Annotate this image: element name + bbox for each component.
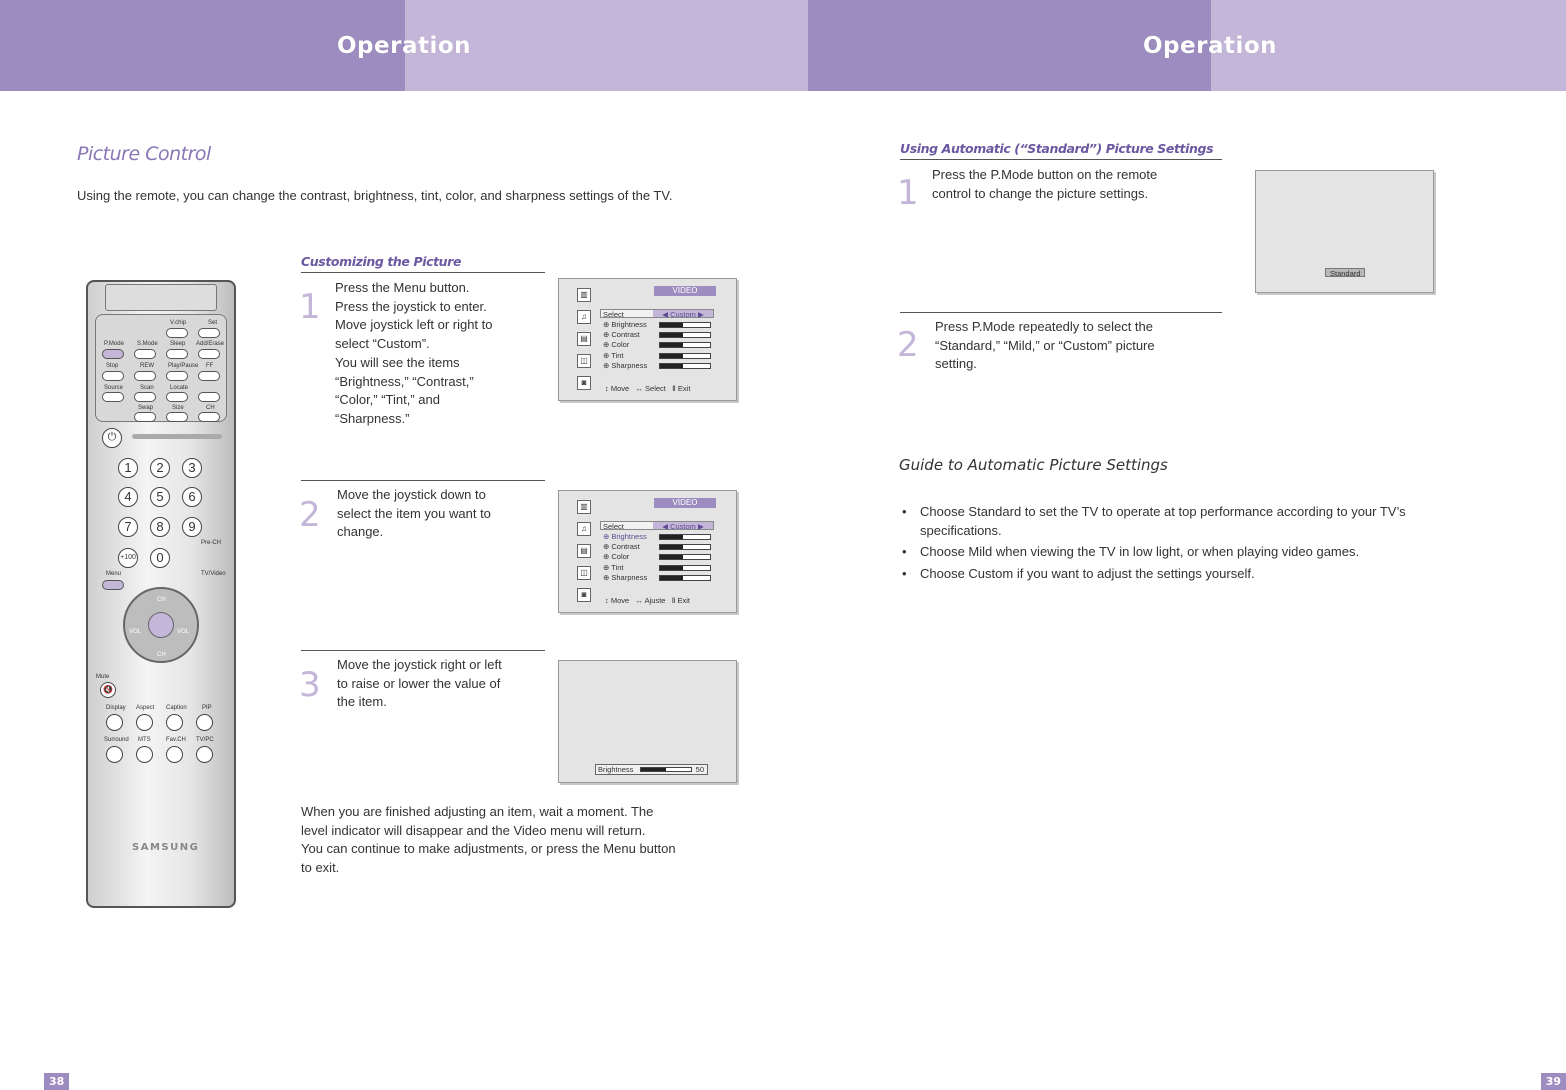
step-number: 2 (299, 495, 321, 535)
page-number-right: 39 (1541, 1073, 1566, 1090)
mute-icon: 🔇 (100, 682, 116, 698)
step-number: 2 (897, 325, 919, 365)
guide-title: Guide to Automatic Picture Settings (899, 456, 1168, 474)
list-item: ⊕ Contrast (603, 330, 713, 340)
power-icon: ⏻ (102, 428, 122, 448)
stop-button (102, 371, 124, 381)
step-text: Press P.Mode repeatedly to select the “Standard,” “Mild,” or “Custom” picture setting. (935, 319, 1155, 372)
video-title: VIDEO (654, 286, 716, 296)
brightness-value: 50 (695, 765, 704, 774)
divider (900, 159, 1222, 160)
list-item: ⊕ Brightness (603, 320, 713, 330)
channel-icon: ▤ (577, 332, 591, 346)
digit-button: 2 (150, 458, 170, 478)
list-item: ⊕ Tint (603, 351, 713, 361)
select-row: Select ◀ Custom ▶ (600, 309, 714, 318)
osd-video-menu-1 (558, 278, 737, 401)
menu-icons (577, 288, 593, 398)
locate-button (166, 392, 188, 402)
digit-button: 7 (118, 517, 138, 537)
step-text: Move the joystick right or left to raise or lower the value of the item. (337, 657, 502, 710)
scan-button (134, 392, 156, 402)
picture-icon: ▥ (577, 500, 591, 514)
display-button (106, 714, 123, 731)
ch-down-button (198, 412, 220, 422)
remote-slot (132, 434, 222, 439)
setup-icon: ◙ (577, 588, 591, 602)
samsung-logo: SAMSUNG (132, 842, 200, 853)
smode-button (134, 349, 156, 359)
sleep-button (166, 349, 188, 359)
mts-button (136, 746, 153, 763)
list-item-highlighted: ⊕ Brightness (603, 532, 713, 542)
channel-icon: ▤ (577, 544, 591, 558)
remote-control-illustration: V.chip Set P.Mode S.Mode Sleep Add/Erase Stop REW Play/Pause FF Source Scan Locate Swap Size CH ⏻ 1 2 3 4 5 6 7 8 9 +100 0 Pre-CH Menu TV/Video VOL VOL CH CH Mute 🔇 Display Aspect Caption PIP Surround MTS Fav.CH TV/PC SAMSUNG (86, 280, 236, 908)
digit-button: 6 (182, 487, 202, 507)
surround-button (106, 746, 123, 763)
digit-button: 9 (182, 517, 202, 537)
rew-button (134, 371, 156, 381)
step-number: 1 (299, 287, 321, 327)
list-item: ⊕ Tint (603, 563, 713, 573)
digit-button: 4 (118, 487, 138, 507)
section-title: Picture Control (77, 143, 211, 165)
digit-button: 8 (150, 517, 170, 537)
add-erase-button (198, 349, 220, 359)
remote-window (105, 284, 217, 311)
closing-text: When you are finished adjusting an item, wait a moment. The level indicator will disappear and the Video menu will return. You can continue to make adjustments, or press the Menu button to exit. (301, 804, 676, 876)
list-item: ⊕ Sharpness (603, 361, 713, 371)
osd-brightness-screen (558, 660, 737, 783)
bullet-item: • Choose Custom if you want to adjust the settings yourself. (902, 566, 1255, 581)
size-button (166, 412, 188, 422)
digit-button: 0 (150, 548, 170, 568)
set-button (198, 328, 220, 338)
menu-button (102, 580, 124, 590)
osd-video-menu-2 (558, 490, 737, 613)
digit-button: +100 (118, 548, 138, 568)
divider (301, 272, 545, 273)
divider (900, 312, 1222, 313)
ch-up-button (198, 392, 220, 402)
osd-footer: ↕ Move ↔ Select Ⅱ Exit (605, 384, 691, 393)
tvpc-button (196, 746, 213, 763)
bullet-item: • Choose Mild when viewing the TV in low light, or when playing video games. (902, 544, 1360, 559)
video-title: VIDEO (654, 498, 716, 508)
digit-button: 3 (182, 458, 202, 478)
intro-text: Using the remote, you can change the contrast, brightness, tint, color, and sharpness settings of the TV. (77, 188, 673, 203)
divider (301, 480, 545, 481)
joystick-enter-icon (148, 612, 174, 638)
pmode-button (102, 349, 124, 359)
step-text: Press the P.Mode button on the remote control to change the picture settings. (932, 167, 1158, 201)
divider (301, 650, 545, 651)
list-item: ⊕ Sharpness (603, 573, 713, 583)
page-title-left: Operation (337, 33, 472, 59)
page-title-right: Operation (1143, 33, 1278, 59)
bullet-item: • Choose Standard to set the TV to operate at top performance according to your TV’s specifications. (902, 504, 1406, 538)
favch-button (166, 746, 183, 763)
step-number: 3 (299, 665, 321, 705)
automatic-settings-subtitle: Using Automatic (“Standard”) Picture Settings (900, 141, 1214, 156)
pip-icon: ◫ (577, 566, 591, 580)
pip-icon: ◫ (577, 354, 591, 368)
digit-button: 5 (150, 487, 170, 507)
select-row: Select ◀ Custom ▶ (600, 521, 714, 530)
aspect-button (136, 714, 153, 731)
play-pause-button (166, 371, 188, 381)
joystick-ring: VOL VOL CH CH (123, 587, 199, 663)
list-item: ⊕ Color (603, 552, 713, 562)
source-button (102, 392, 124, 402)
menu-icons (577, 500, 593, 610)
setup-icon: ◙ (577, 376, 591, 390)
picture-icon: ▥ (577, 288, 591, 302)
osd-footer: ↕ Move ↔ Ajuste Ⅱ Exit (605, 596, 691, 605)
digit-button: 1 (118, 458, 138, 478)
page-number-left: 38 (44, 1073, 69, 1090)
sound-icon: ♫ (577, 522, 591, 536)
swap-button (134, 412, 156, 422)
caption-button (166, 714, 183, 731)
list-item: ⊕ Color (603, 340, 713, 350)
list-item: ⊕ Contrast (603, 542, 713, 552)
tv-screen-standard (1255, 170, 1434, 293)
brightness-label: Brightness (598, 765, 634, 774)
step-text: Press the Menu button. Press the joystick to enter. Move joystick left or right to select “Custom”. You will see the items “Brightness,” “Contrast,” “Color,” “Tint,” and “Sharpness.” (335, 280, 493, 426)
pip-button (196, 714, 213, 731)
customizing-subtitle: Customizing the Picture (301, 254, 462, 269)
vchip-button (166, 328, 188, 338)
sound-icon: ♫ (577, 310, 591, 324)
step-text: Move the joystick down to select the item you want to change. (337, 487, 491, 540)
step-number: 1 (897, 173, 919, 213)
ff-button (198, 371, 220, 381)
picture-mode-label: Standard (1325, 268, 1365, 277)
brightness-level-bar (595, 764, 708, 775)
